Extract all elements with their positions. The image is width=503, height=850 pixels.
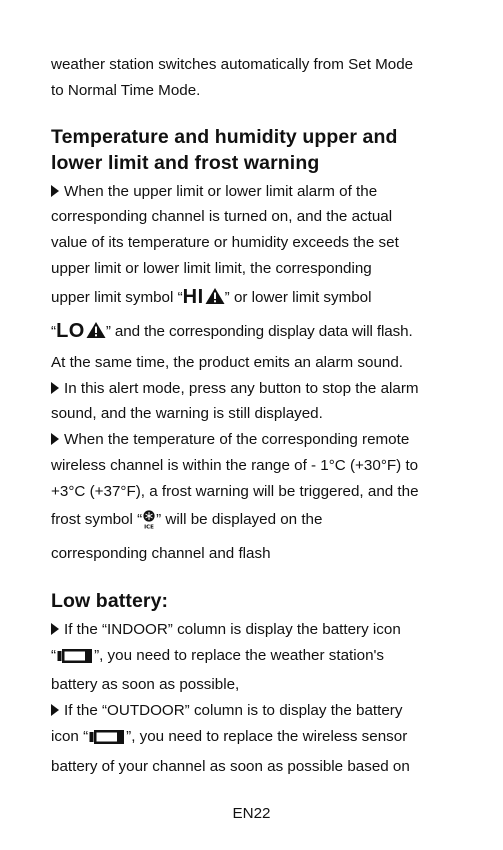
- spacer: [51, 566, 461, 588]
- hi-symbol: HI: [182, 285, 204, 308]
- lo-symbol: LO: [56, 319, 85, 342]
- bullet-triangle-icon: [51, 382, 59, 394]
- bullet-triangle-icon: [51, 704, 59, 716]
- bullet-paragraph: When the temperature of the corresponding remote: [51, 427, 461, 453]
- text-line: +3°C (+37°F), a frost warning will be triggered, and the: [51, 482, 419, 500]
- text-line: frost symbol “ ICE ” will be displayed on the: [51, 505, 461, 541]
- text-line: upper limit symbol “HI ” or lower limit symbol: [51, 282, 461, 316]
- bullet-paragraph: When the upper limit or lower limit alarm of the: [51, 179, 461, 205]
- text-line: battery as soon as possible,: [51, 676, 240, 694]
- bullet-paragraph: In this alert mode, press any button to stop the alarm: [51, 376, 461, 402]
- manual-page-body: [51, 52, 461, 780]
- text-line: wireless channel is within the range of - 1°C (+30°F) to: [51, 456, 419, 474]
- bullet-paragraph: If the “INDOOR” column is display the battery icon: [51, 617, 461, 643]
- text-line: corresponding channel is turned on, and the actual: [51, 208, 393, 226]
- text-line: icon “ ”, you need to replace the wireless sensor: [51, 724, 461, 754]
- intro-line: to Normal Time Mode.: [51, 81, 201, 99]
- section-heading-temperature: Temperature and humidity upper and lower limit and frost warning: [51, 125, 398, 175]
- frost-ice-icon: [142, 510, 156, 541]
- warning-triangle-icon: [205, 286, 225, 316]
- text-line: battery of your channel as soon as possible based on: [51, 757, 410, 775]
- text-line: sound, and the warning is still displayed.: [51, 405, 323, 423]
- text-line: upper limit or lower limit limit, the corresponding: [51, 259, 372, 277]
- spacer: [51, 104, 461, 124]
- warning-triangle-icon: [86, 320, 106, 350]
- intro-line: weather station switches automatically from Set Mode: [51, 56, 414, 73]
- bullet-paragraph: If the “OUTDOOR” column is to display the battery: [51, 698, 461, 724]
- low-battery-icon: [57, 647, 93, 673]
- ice-label: ICE: [144, 524, 155, 530]
- low-battery-icon: [89, 728, 125, 754]
- text-line: “ ”, you need to replace the weather station's: [51, 643, 461, 673]
- bullet-triangle-icon: [51, 433, 59, 445]
- text-line: corresponding channel and flash: [51, 544, 271, 562]
- text-line: “LO ” and the corresponding display data will flash.: [51, 316, 461, 350]
- page-number: EN22: [232, 805, 271, 822]
- text-line: value of its temperature or humidity exceeds the set: [51, 234, 399, 252]
- bullet-triangle-icon: [51, 185, 59, 197]
- text-line: At the same time, the product emits an alarm sound.: [51, 353, 404, 371]
- section-heading-battery: Low battery:: [51, 590, 169, 613]
- bullet-triangle-icon: [51, 623, 59, 635]
